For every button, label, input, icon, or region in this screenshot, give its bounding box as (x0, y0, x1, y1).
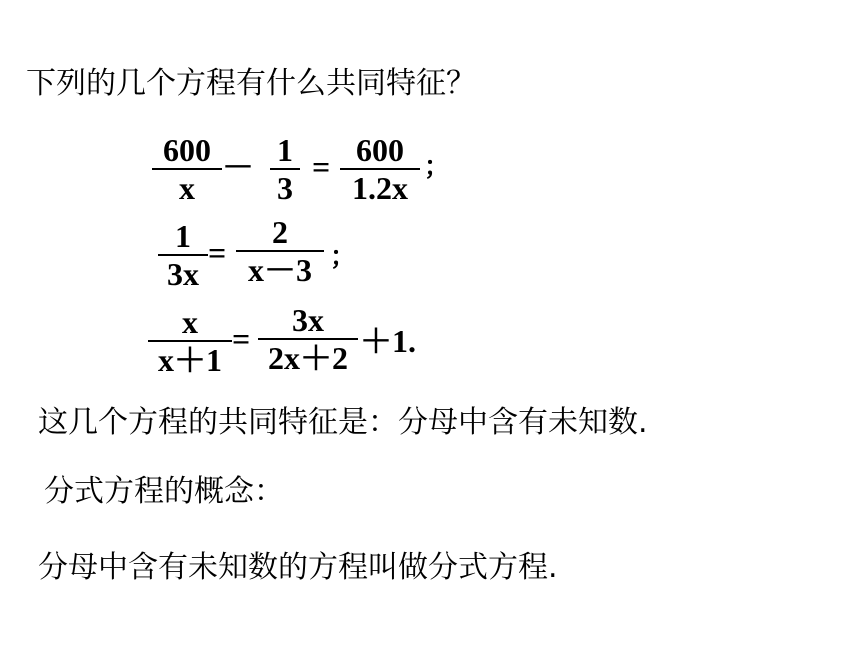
operator: = (312, 149, 331, 185)
denominator: 1.2x (352, 170, 408, 206)
numerator: 600 (163, 132, 211, 168)
denominator: 3 (277, 170, 293, 206)
operator: = (232, 321, 251, 357)
numerator: 1 (277, 132, 293, 168)
fraction (152, 134, 222, 204)
question-text: 下列的几个方程有什么共同特征？ (26, 66, 476, 101)
denominator: 2x＋2 (267, 340, 348, 376)
denominator: x (179, 170, 195, 206)
feature-statement: 这几个方程的共同特征是：分母中含有未知数. (38, 405, 648, 440)
fraction (148, 306, 232, 376)
terminator: ＋1. (360, 323, 417, 359)
numerator: 1 (175, 218, 191, 254)
definition-text: 分母中含有未知数的方程叫做分式方程. (38, 550, 558, 585)
operator: = (208, 235, 227, 271)
denominator: x－3 (247, 252, 312, 288)
fraction (340, 134, 420, 204)
terminator: ； (424, 152, 451, 181)
fraction (270, 134, 300, 204)
terminator: ； (330, 242, 357, 271)
numerator: 3x (292, 302, 324, 338)
operator: － (222, 149, 255, 185)
concept-heading: 分式方程的概念： (44, 474, 284, 509)
denominator: 3x (167, 256, 199, 292)
denominator: x＋1 (157, 342, 222, 378)
numerator: 2 (272, 214, 288, 250)
fraction (158, 220, 208, 290)
fraction (236, 216, 324, 286)
fraction (258, 304, 358, 374)
numerator: 600 (356, 132, 404, 168)
numerator: x (182, 304, 198, 340)
